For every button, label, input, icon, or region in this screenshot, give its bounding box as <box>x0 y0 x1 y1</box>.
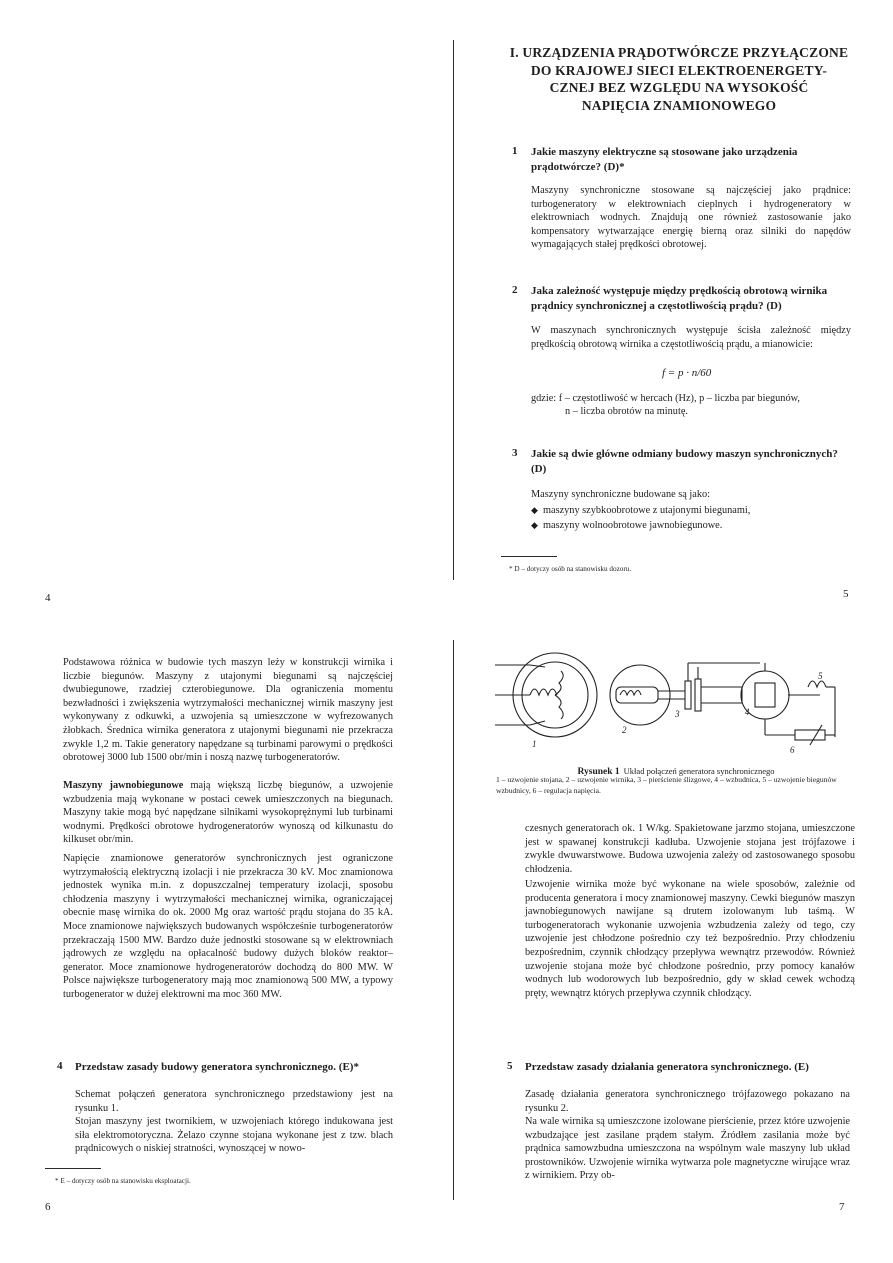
question-3-text: Jakie są dwie główne odmiany budowy maszyn synchronicznych? (D) <box>531 448 838 475</box>
answer-3: Maszyny synchroniczne budowane są jako: <box>531 489 710 500</box>
generator-circuit-diagram <box>490 645 860 760</box>
paragraph-rotor-winding: Uzwojenie wirnika może być wykonane na wiele sposobów, zależnie od producenta generatora i mocy znamionowej maszyny. Cewki biegunów maszyn jawnobiegunowych nawijane są drutem izolowanym lub taśmą. W turbogeneratorach wykonanie uzwojenia wzbudzenia zależy od tego, czy uzwojenie jest chłodzone pośrednio czy też bezpośrednio. Przy chłodzeniu bezpośrednim, czynnik chłodzący przepływa wewnątrz przewodów. Również uzwojenie stojana może być chłodzone pośrednio, przy pomocy kanałów wodnych lub wodorowych lub bezpośrednio, gdy w skład cewek wchodzą pręty, wewnątrz których przepływa czynnik chłodzący. <box>525 879 855 999</box>
page-number-4: 4 <box>45 592 51 604</box>
column-separator-top <box>453 40 454 580</box>
formula-legend-1: gdzie: f – częstotliwość w hercach (Hz), p – liczba par biegunów, <box>531 393 800 404</box>
question-2-text: Jaka zależność występuje między prędkością obrotową wirnika prądnicy synchronicznej a częstotliwością prądu? (D) <box>531 285 828 312</box>
machine-types-list <box>531 503 851 533</box>
chapter-title-line-2: DO KRAJOWEJ SIECI ELEKTROENERGETY- <box>530 62 828 78</box>
label-3: 3 <box>675 709 680 719</box>
paragraph-rated-voltage: Napięcie znamionowe generatorów synchronicznych jest ograniczone wytrzymałością elektryczną izolacji i nie przekracza 30 kV. Moc znamionowa jednostek wynika m.in. z dopuszczalnej temperatury izolacji, sposobu chłodzenia maszyny i wytrzymałości mechanicznej wirnika, ograniczającej obecnie masę wirnika do ok. 2000 Mg oraz wartość prądu stojana do 35 kA. Moce znamionowe największych budowanych współcześnie turbogeneratorów przekraczają 1500 MW. Bardzo duże jednostki stosowane są w elektrowniach jądrowych ze względu na opłacalność budowy dużych bloków reaktor–generator. Moce znamionowe hydrogeneratorów dochodzą do 800 MW. W Polsce największe turbogeneratory mają moc znamionową 500 MW, a typowy turbogenerator w dużej elektrowni ma moc 360 MW. <box>63 853 393 1000</box>
figure-title: Rysunek 1 <box>577 767 620 777</box>
paragraph-pole-difference: Podstawowa różnica w budowie tych maszyn leży w konstrukcji wirnika i liczbie biegunów. Maszyny z utajonymi biegunami są najczęściej dwubiegunowe, rzadziej czterobiegunowe. Dla ograniczenia momentu bezwładności i zwiększenia wytrzymałości mechanicznej wirnik maszyny jest wykonywany z odkuwki, a uzwojenia są umieszczone w wyfrezowanych żłobkach. Średnica wirnika generatora z utajonymi biegunami nie przekracza zwykle 1,2 m. Takie generatory napędzane są turbinami parowymi o prędkości obrotowej 3000 lub 1500 obr/min i noszą nazwę turbogeneratorów. <box>63 657 393 764</box>
label-2: 2 <box>622 725 627 735</box>
answer-2: W maszynach synchronicznych występuje ścisła zależność między prędkością obrotową wirnika a częstotliwością prądu, a mianowicie: <box>531 325 851 350</box>
diamond-bullet-icon: ◆ <box>531 520 538 530</box>
answer-5-intro: Zasadę działania generatora synchronicznego trójfazowego pokazano na rysunku 2. <box>525 1089 850 1114</box>
column-separator-bottom <box>453 640 454 1200</box>
paragraph-stator-yoke: czesnych generatorach ok. 1 W/kg. Spakietowane jarzmo stojana, umieszczone jest w spawanej konstrukcji kadłuba. Uzwojenie stojana jest trójfazowe i zwykle dwuwarstwowe. Budowa uzwojenia zależy od zastosowanego sposobu chłodzenia. <box>525 823 855 875</box>
answer-4-stator: Stojan maszyny jest twornikiem, w uzwojeniach którego indukowana jest siła elektromotoryczna. Żelazo czynne stojana wykonane jest z tzw. blach prądnicowych o niskiej stratności, wynoszącej w nowo- <box>75 1116 393 1155</box>
chapter-title-line-1: I. URZĄDZENIA PRĄDOTWÓRCZE PRZYŁĄCZONE <box>509 45 849 60</box>
question-5-number: 5 <box>507 1060 513 1072</box>
chapter-title <box>497 44 861 114</box>
question-4-text: Przedstaw zasady budowy generatora synchronicznego. (E)* <box>75 1061 359 1073</box>
label-1: 1 <box>532 739 537 749</box>
page-number-7: 7 <box>839 1201 845 1213</box>
figure-legend: 1 – uzwojenie stojana, 2 – uzwojenie wirnika, 3 – pierścienie ślizgowe, 4 – wzbudnica, 5 – uzwojenie biegunów wzbudnicy, 6 – regulacja napięcia. <box>496 775 837 795</box>
question-1-number: 1 <box>512 145 518 157</box>
figure-caption-text: Układ połączeń generatora synchronicznego <box>623 766 775 776</box>
footnote-rule-6 <box>45 1168 101 1169</box>
formula-legend-2: n – liczba obrotów na minutę. <box>565 406 688 417</box>
footnote-rule <box>501 556 557 557</box>
question-5-text: Przedstaw zasady działania generatora synchronicznego. (E) <box>525 1061 809 1073</box>
label-6: 6 <box>790 745 795 755</box>
footnote-6: * E – dotyczy osób na stanowisku eksploatacji. <box>55 1177 191 1185</box>
page-number-6: 6 <box>45 1201 51 1213</box>
paragraph-salient-pole: Maszyny jawnobiegunowe mają większą liczbę biegunów, a uzwojenie wzbudzenia mają wykonane w postaci cewek umieszczonych na biegunach. Maszyny takie mogą być napędzane silnikami wysokoprężnymi lub turbinami wodnymi. Prędkości obrotowe hydrogeneratorów wynoszą od kilkunastu do kilkuset obr/min. <box>63 780 393 846</box>
page-number-5: 5 <box>843 588 849 600</box>
question-2-number: 2 <box>512 284 518 296</box>
chapter-title-line-4: NAPIĘCIA ZNAMIONOWEGO <box>581 97 777 113</box>
answer-4-intro: Schemat połączeń generatora synchronicznego przedstawiony jest na rysunku 1. <box>75 1089 393 1114</box>
label-4: 4 <box>745 707 750 717</box>
question-4-number: 4 <box>57 1060 63 1072</box>
question-3-number: 3 <box>512 447 518 459</box>
frequency-formula: f = p · n/60 <box>662 367 712 379</box>
answer-1: Maszyny synchroniczne stosowane są najczęściej jako prądnice: turbogeneratory w elektrowniach cieplnych i hydrogeneratory w elektrowniach wodnych. Znajdują one również zastosowanie jako kompensatory wytwarzające energię bierną oraz silniki do napędów wymagających stałej prędkości obrotowej. <box>531 185 851 251</box>
diamond-bullet-icon: ◆ <box>531 505 538 515</box>
list-item: ◆ maszyny szybkoobrotowe z utajonymi biegunami, <box>531 505 751 516</box>
salient-pole-term: Maszyny jawnobiegunowe <box>63 780 184 791</box>
question-1-text: Jakie maszyny elektryczne są stosowane jako urządzenia prądotwórcze? (D)* <box>531 146 798 173</box>
answer-5-principle: Na wale wirnika są umieszczone izolowane pierścienie, przez które uzwojenie wzbudzające jest zasilane prądem stałym. Źródłem zasilania może być prądnica samowzbudna umieszczona na wspólnym wale maszyny lub układ prostowników. Uzwojenie wirnika wytwarza pole magnetyczne wirujące wraz z wirnikiem. Przy ob- <box>525 1116 850 1182</box>
label-5: 5 <box>818 671 823 681</box>
list-item: ◆ maszyny wolnoobrotowe jawnobiegunowe. <box>531 520 723 531</box>
footnote: * D – dotyczy osób na stanowisku dozoru. <box>509 565 632 573</box>
chapter-title-line-3: CZNEJ BEZ WZGLĘDU NA WYSOKOŚĆ <box>549 80 809 95</box>
